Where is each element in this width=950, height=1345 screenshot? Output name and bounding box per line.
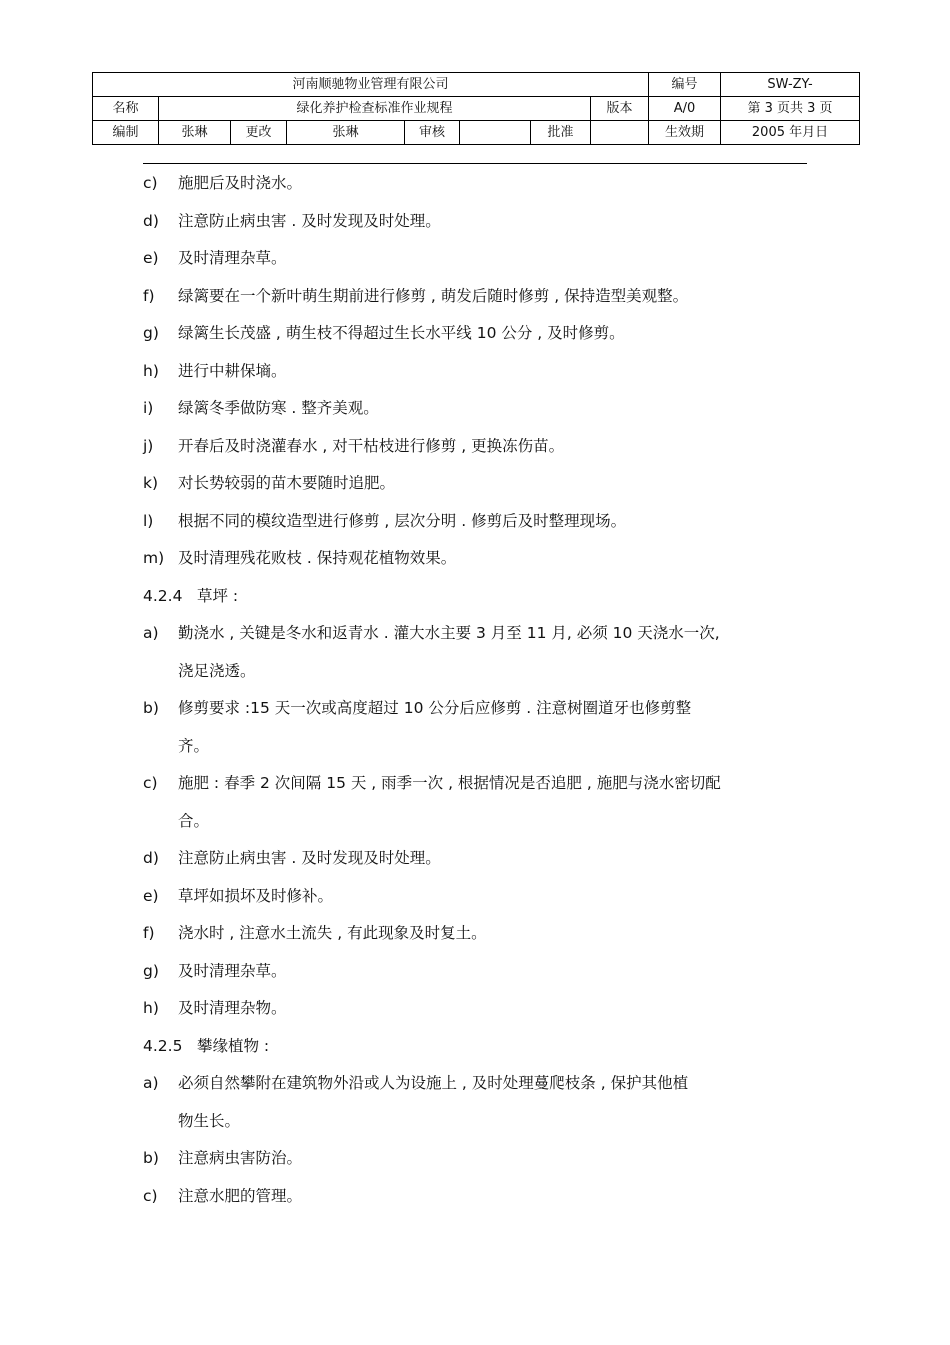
approve-value [591,121,649,145]
list-text: 根据不同的模纹造型进行修剪 , 层次分明 . 修剪后及时整理现场。 [178,511,627,530]
list-item-continuation [143,731,808,769]
list-item-continuation [143,656,808,694]
list-item [143,881,808,919]
list-item [143,918,808,956]
name-label: 名称 [93,97,159,121]
section-number: 4.2.5 [143,1036,183,1055]
list-text: 绿篱生长茂盛 , 萌生枝不得超过生长水平线 10 公分 , 及时修剪。 [178,324,625,342]
section-title: 草坪 : [197,586,239,605]
change-value: 张琳 [287,121,405,145]
company-name: 河南顺驰物业管理有限公司 [93,73,649,97]
list-marker: a) [143,624,159,642]
list-marker: h) [143,361,159,380]
section-title: 攀缘植物 : [197,1036,270,1055]
list-item [143,1143,808,1181]
list-item-continuation [143,1106,808,1144]
list-item [143,393,808,431]
list-item [143,1181,808,1219]
list-text: 及时清理杂草。 [178,249,287,267]
list-text: 浇水时 , 注意水土流失 , 有此现象及时复土。 [178,924,487,942]
list-marker: e) [143,886,159,905]
list-marker: b) [143,699,159,717]
list-item [143,843,808,881]
list-text: 施肥后及时浇水。 [178,174,303,192]
author-label: 编制 [93,121,159,145]
list-marker: b) [143,1149,159,1167]
list-item [143,506,808,544]
list-text: 注意防止病虫害 . 及时发现及时处理。 [178,849,441,867]
version-value: A/0 [649,97,721,121]
list-text: 必须自然攀附在建筑物外沿或人为设施上 , 及时处理蔓爬枝条 , 保护其他植 [178,1074,689,1092]
list-marker: g) [143,961,159,980]
list-text: 注意病虫害防治。 [178,1149,303,1167]
list-item [143,243,808,281]
list-text: 注意防止病虫害 . 及时发现及时处理。 [178,211,441,230]
list-marker: f) [143,924,155,942]
effective-label: 生效期 [649,121,721,145]
author-value: 张琳 [159,121,231,145]
list-text-continued: 浇足浇透。 [178,661,256,680]
list-item-continuation [143,806,808,844]
list-marker: l) [143,511,154,530]
list-text: 绿篱冬季做防寒 . 整齐美观。 [178,399,379,417]
code-value: SW-ZY- [721,73,860,97]
effective-value: 2005 年月日 [721,121,860,145]
list-marker: h) [143,999,159,1017]
list-text: 对长势较弱的苗木要随时追肥。 [178,474,396,492]
list-marker: k) [143,474,159,492]
list-marker: c) [143,174,158,192]
list-marker: c) [143,1186,158,1205]
list-item [143,431,808,469]
list-marker: a) [143,1074,159,1092]
list-marker: d) [143,849,159,867]
list-item [143,993,808,1031]
list-text: 草坪如损坏及时修补。 [178,886,334,905]
list-text: 及时清理杂物。 [178,999,287,1017]
list-marker: d) [143,211,159,230]
list-marker: g) [143,324,159,342]
list-marker: c) [143,774,158,792]
list-item [143,543,808,581]
list-text-continued: 合。 [178,811,210,830]
list-item [143,468,808,506]
list-item [143,356,808,394]
list-text: 修剪要求 :15 天一次或高度超过 10 公分后应修剪 . 注意树圈道牙也修剪整 [178,699,692,717]
section-heading-424 [143,581,808,619]
document-header-table [92,72,860,145]
approve-label: 批准 [531,121,591,145]
list-item [143,693,808,731]
list-item [143,956,808,994]
list-text: 及时清理杂草。 [178,961,287,980]
document-title: 绿化养护检查标准作业规程 [159,97,591,121]
list-text: 绿篱要在一个新叶萌生期前进行修剪 , 萌发后随时修剪 , 保持造型美观整。 [178,286,689,305]
list-text: 及时清理残花败枝 . 保持观花植物效果。 [178,549,457,567]
list-item [143,768,808,806]
list-item [143,1068,808,1106]
list-text: 开春后及时浇灌春水 , 对干枯枝进行修剪 , 更换冻伤苗。 [178,436,565,455]
review-label: 审核 [405,121,460,145]
review-value [460,121,531,145]
list-text-continued: 齐。 [178,736,210,755]
list-item [143,206,808,244]
page-info: 第 3 页共 3 页 [721,97,860,121]
list-text: 注意水肥的管理。 [178,1186,303,1205]
list-marker: f) [143,286,155,305]
list-item [143,318,808,356]
list-text: 进行中耕保墒。 [178,361,287,380]
list-marker: i) [143,399,154,417]
list-text-continued: 物生长。 [178,1111,241,1130]
list-item [143,168,808,206]
version-label: 版本 [591,97,649,121]
list-text: 勤浇水 , 关键是冬水和返青水 . 灌大水主要 3 月至 11 月, 必须 10 天浇水一次, [178,624,720,642]
list-marker: e) [143,249,159,267]
list-marker: m) [143,549,165,567]
list-item [143,618,808,656]
list-text: 施肥 : 春季 2 次间隔 15 天 , 雨季一次 , 根据情况是否追肥 , 施肥与浇水密切配 [178,774,721,792]
code-label: 编号 [649,73,721,97]
list-marker: j) [143,436,154,455]
section-number: 4.2.4 [143,586,183,605]
change-label: 更改 [231,121,287,145]
header-divider [143,163,807,164]
document-body [143,168,808,1218]
list-item [143,281,808,319]
section-heading-425 [143,1031,808,1069]
